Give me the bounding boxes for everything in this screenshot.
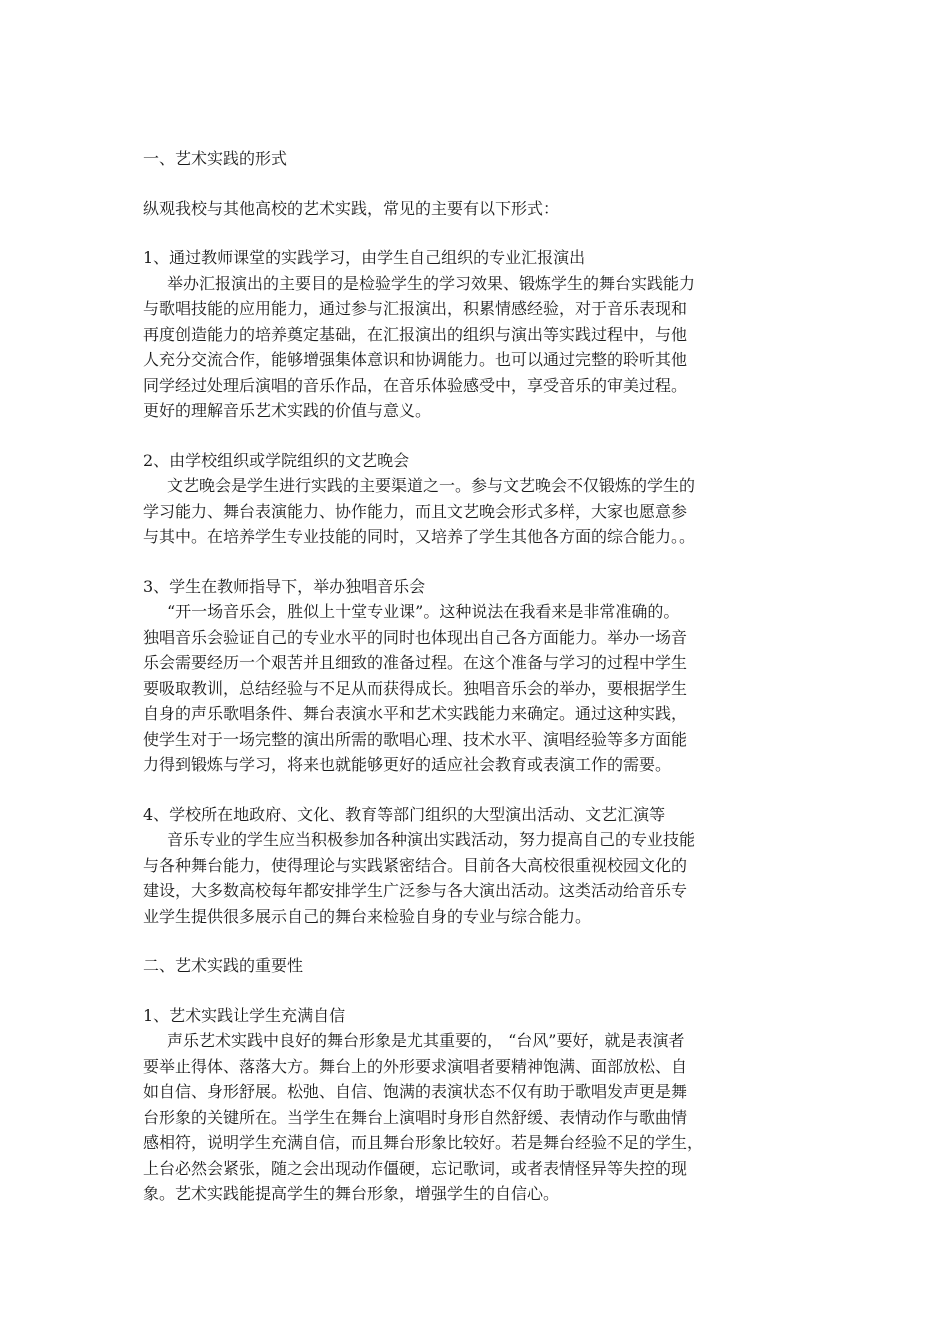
paragraph-line: 感相符，说明学生充满自信，而且舞台形象比较好。若是舞台经验不足的学生， (143, 1133, 704, 1152)
paragraph-line: 建设，大多数高校每年都安排学生广泛参与各大演出活动。这类活动给音乐专 (143, 881, 688, 900)
subsection-title-2: 2、由学校组织或学院组织的文艺晚会 (143, 450, 410, 470)
paragraph-line: 同学经过处理后演唱的音乐作品，在音乐体验感受中，享受音乐的审美过程。 (143, 375, 688, 395)
paragraph-line: 再度创造能力的培养奠定基础，在汇报演出的组织与演出等实践过程中，与他 (143, 324, 688, 344)
paragraph-line: 文艺晚会是学生进行实践的主要渠道之一。参与文艺晚会不仅锻炼的学生的 (167, 476, 696, 495)
paragraph-line: 学习能力、舞台表演能力、协作能力，而且文艺晚会形式多样，大家也愿意参 (143, 501, 688, 521)
paragraph-line: “开一场音乐会，胜似上十堂专业课”。这种说法在我看来是非常准确的。 (167, 602, 680, 621)
document-body (143, 146, 815, 1207)
paragraph-line: 声乐艺术实践中良好的舞台形象是尤其重要的， “台风”要好，就是表演者 (167, 1031, 685, 1050)
paragraph-line: 与其中。在培养学生专业技能的同时，又培养了学生其他各方面的综合能力。。 (143, 527, 696, 546)
paragraph-line: 要吸取教训，总结经验与不足从而获得成长。独唱音乐会的举办，要根据学生 (143, 678, 688, 698)
paragraph-line: 与歌唱技能的应用能力，通过参与汇报演出，积累情感经验，对于音乐表现和 (143, 299, 688, 318)
paragraph-line: 使学生对于一场完整的演出所需的歌唱心理、技术水平、演唱经验等多方面能 (143, 729, 688, 749)
paragraph-line: 如自信、身形舒展。松弛、自信、饱满的表演状态不仅有助于歌唱发声更是舞 (143, 1082, 688, 1101)
paragraph-line: 更好的理解音乐艺术实践的价值与意义。 (143, 401, 432, 420)
paragraph-line: 独唱音乐会验证自己的专业水平的同时也体现出自己各方面能力。举办一场音 (143, 627, 688, 647)
intro-paragraph: 纵观我校与其他高校的艺术实践，常见的主要有以下形式： (143, 198, 560, 218)
paragraph-line: 台形象的关键所在。当学生在舞台上演唱时身形自然舒缓、表情动作与歌曲情 (143, 1107, 688, 1127)
paragraph-line: 乐会需要经历一个艰苦并且细致的准备过程。在这个准备与学习的过程中学生 (143, 653, 688, 672)
paragraph-line: 象。艺术实践能提高学生的舞台形象，增强学生的自信心。 (143, 1184, 560, 1203)
paragraph-line: 举办汇报演出的主要目的是检验学生的学习效果、锻炼学生的舞台实践能力 (167, 273, 696, 293)
paragraph-line: 人充分交流合作，能够增强集体意识和协调能力。也可以通过完整的聆听其他 (143, 350, 688, 369)
subsection-title-5: 1、艺术实践让学生充满自信 (143, 1005, 346, 1025)
subsection-title-3: 3、学生在教师指导下，举办独唱音乐会 (143, 576, 426, 596)
paragraph-line: 要举止得体、落落大方。舞台上的外形要求演唱者要精神饱满、面部放松、自 (143, 1056, 688, 1076)
paragraph-line: 自身的声乐歌唱条件、舞台表演水平和艺术实践能力来确定。通过这种实践， (143, 704, 688, 723)
paragraph-line: 业学生提供很多展示自己的舞台来检验自身的专业与综合能力。 (143, 906, 592, 926)
paragraph-line: 与各种舞台能力，使得理论与实践紧密结合。目前各大高校很重视校园文化的 (143, 855, 688, 875)
subsection-title-1: 1、通过教师课堂的实践学习，由学生自己组织的专业汇报演出 (143, 248, 586, 267)
section-heading-forms: 一、艺术实践的形式 (143, 149, 288, 168)
section-heading-importance: 二、艺术实践的重要性 (143, 956, 304, 975)
paragraph-line: 力得到锻炼与学习，将来也就能够更好的适应社会教育或表演工作的需要。 (143, 755, 672, 774)
paragraph-line: 音乐专业的学生应当积极参加各种演出实践活动，努力提高自己的专业技能 (167, 830, 696, 849)
paragraph-line: 上台必然会紧张，随之会出现动作僵硬，忘记歌词，或者表情怪异等失控的现 (143, 1158, 688, 1178)
subsection-title-4: 4、学校所在地政府、文化、教育等部门组织的大型演出活动、文艺汇演等 (143, 804, 666, 824)
